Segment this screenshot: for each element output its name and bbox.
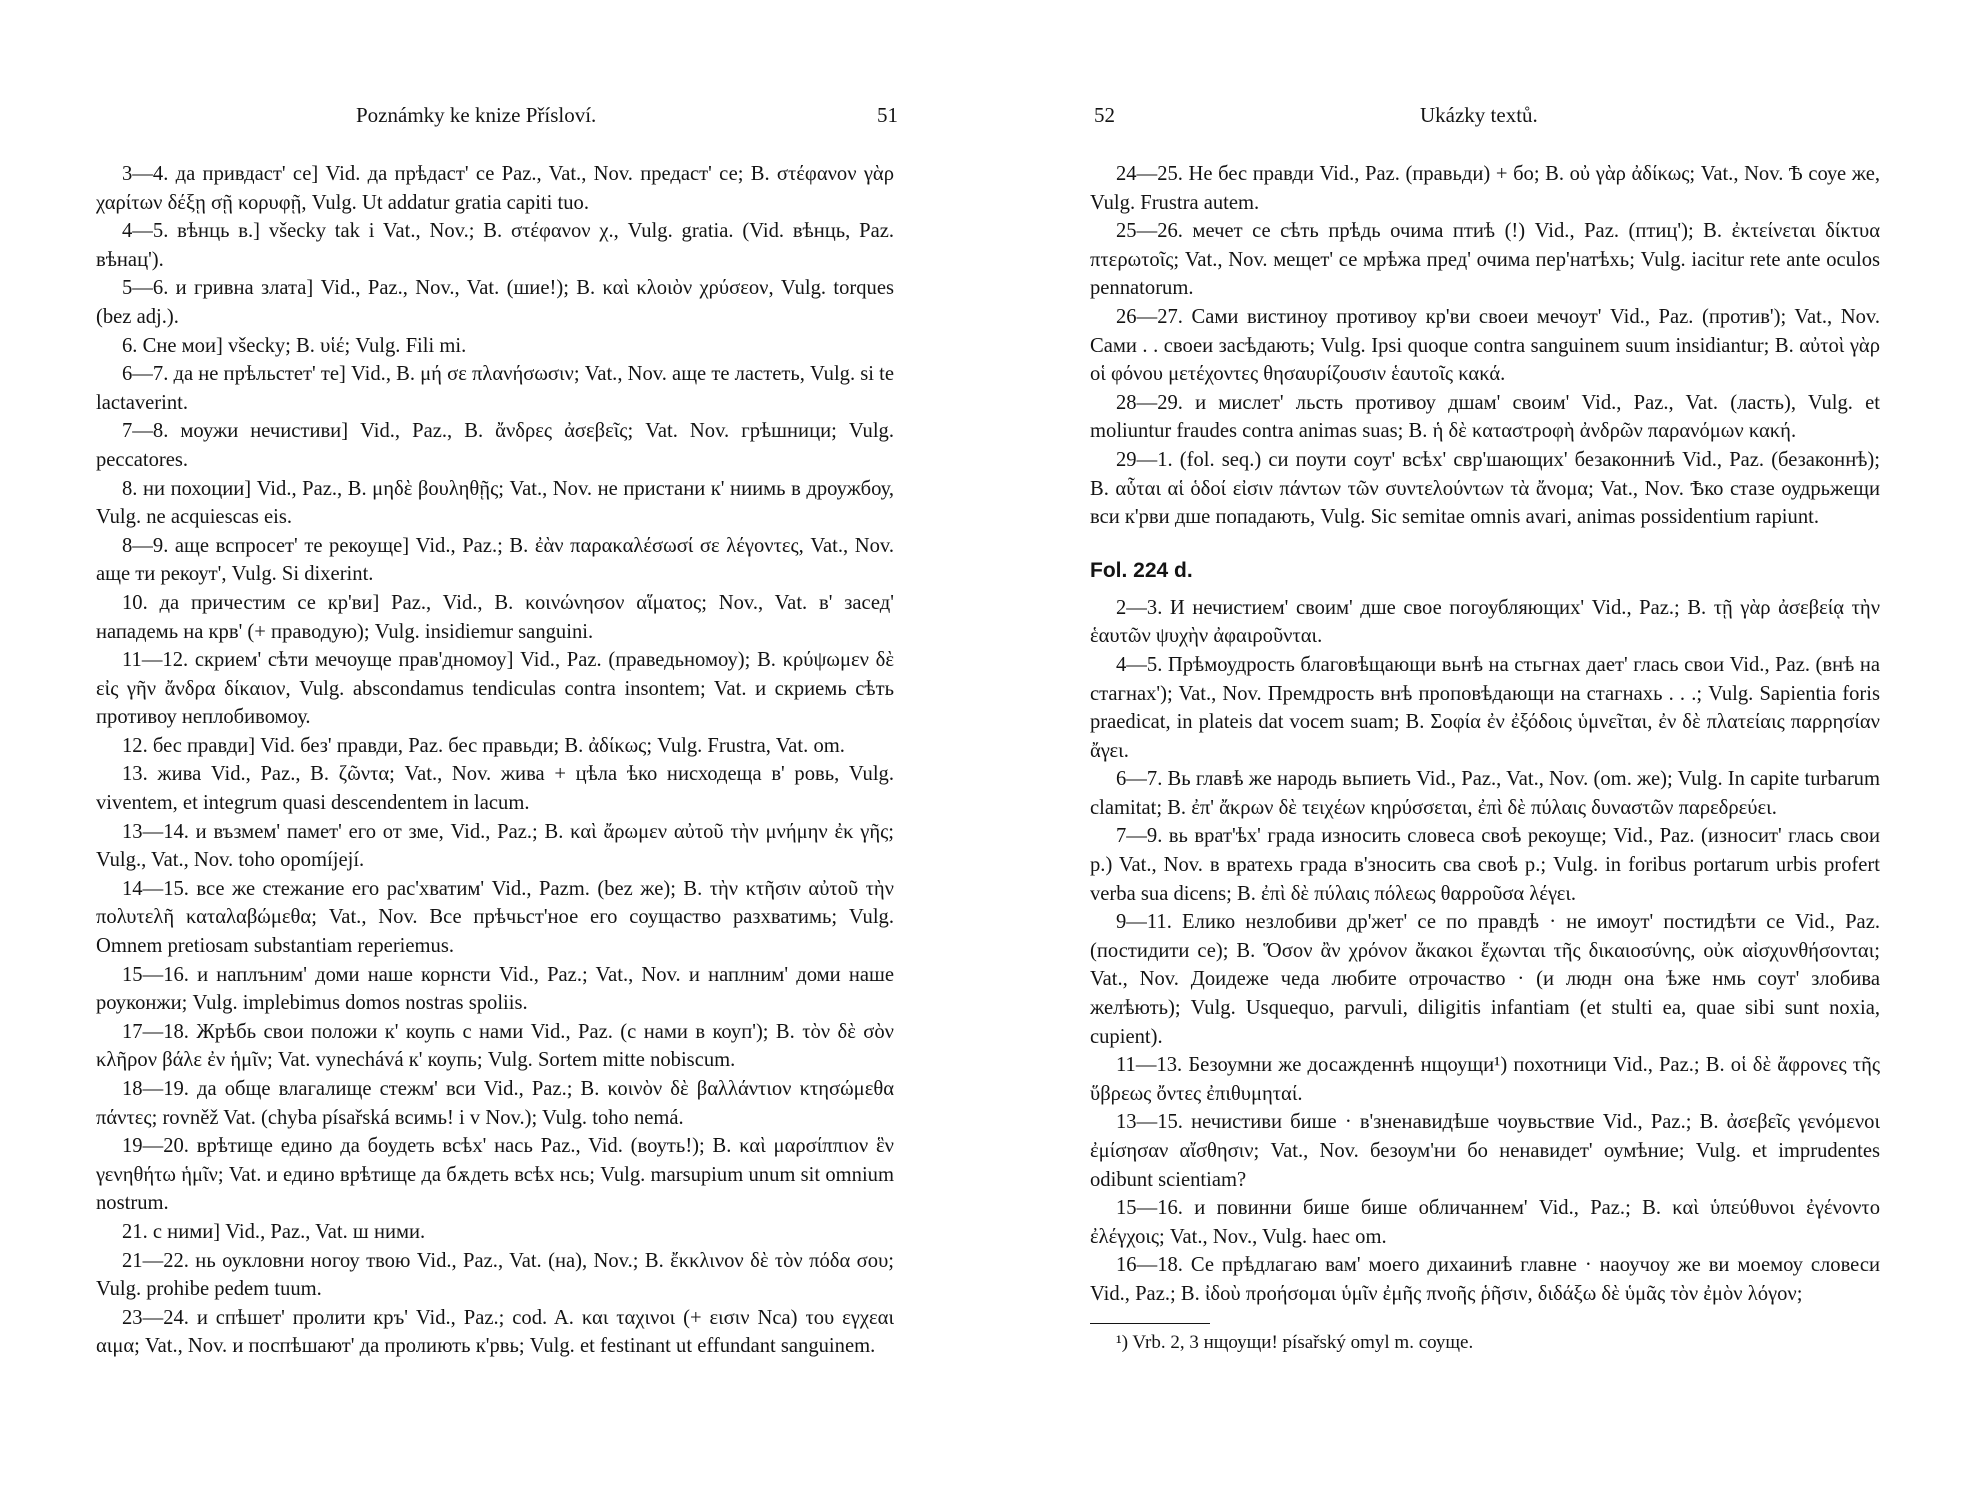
- note-entry: 7—9. вь врат'ѣх' града износить словеса своѣ рекоуще; Vid., Paz. (износит' глась свои р.) Vat., Nov. в вратехь града в'зносить сва своѣ р.; Vulg. in foribus portarum urbis profert verba sua dicens; B. ἐπὶ δὲ πύλαις πόλεως θαρροῦσα λέγει.: [1090, 825, 1880, 905]
- note-entry: 15—16. и наплъним' доми наше корнсти Vid., Paz.; Vat., Nov. и наплним' доми наше роуконжи; Vulg. implebimus domos nostras spoliis.: [96, 963, 894, 1015]
- right-page-body: [1090, 160, 1880, 1356]
- note-entry: 11—12. скрием' сѣти мечоуще прав'дномоу] Vid., Paz. (праведьномоу); B. κρύψωμεν δὲ εἰς γῆν ἄνδρα δίκαιον, Vulg. abscondamus tendiculas contra insontem; Vat. и скриемь сѣть противоу неплобивомоу.: [96, 649, 894, 729]
- note-entry: 21—22. нь оукловни ногоу твою Vid., Paz., Vat. (на), Nov.; B. ἔκκλινον δὲ τὸν πόδα σου; Vulg. prohibe pedem tuum.: [96, 1249, 894, 1301]
- folio-heading: Fol. 224 d.: [1090, 558, 1193, 582]
- note-entry: 24—25. Не бес правди Vid., Paz. (правьди) + бо; B. οὐ γὰρ ἀδίκως; Vat., Nov. Ѣ соуе же, Vulg. Frustra autem.: [1090, 163, 1880, 214]
- note-entry: 11—13. Безоумни же досажденнѣ нщоущи¹) похотници Vid., Paz.; B. οἱ δὲ ἄφρονες τῆς ὕβρεως ὄντες ἐπιθυμηταί.: [1090, 1054, 1880, 1105]
- note-entry: 23—24. и спѣшет' пролити кръ' Vid., Paz.; cod. A. και ταχινοι (+ εισιν Nca) του εγχεαι αιμα; Vat., Nov. и поспѣшают' да пролиють к'рвь; Vulg. et festinant ut effundant sanguinem.: [96, 1306, 894, 1358]
- note-entry: 8—9. аще вспросет' те рекоуще] Vid., Paz.; B. ἐὰν παρακαλέσωσί σε λέγοντες, Vat., Nov. аще ти рекоут', Vulg. Si dixerint.: [96, 534, 894, 586]
- note-entry: 19—20. врѣтище едино да боудеть всѣх' нась Paz., Vid. (воуть!); B. καὶ μαρσίππιον ἓν γενηθήτω ἡμῖν; Vat. и едино врѣтище да бѫдеть всѣх нсь; Vulg. marsupium unum sit omnium nostrum.: [96, 1135, 894, 1215]
- note-entry: 3—4. да привдаст' се] Vid. да прѣдаст' се Paz., Vat., Nov. предаст' се; B. στέφανον γὰρ χαρίτων δέξῃ σῇ κορυφῇ, Vulg. Ut addatur gratia capiti tuo.: [96, 163, 894, 214]
- note-entry: 7—8. моужи нечистиви] Vid., Paz., B. ἄνδρες ἀσεβεῖς; Vat. Nov. грѣшници; Vulg. peccatores.: [96, 420, 894, 471]
- note-entry: 9—11. Елико незлобиви др'жет' се по правдѣ · не имоут' постидѣти се Vid., Paz. (постидити се); B. Ὅσον ἂν χρόνον ἄκακοι ἔχωνται τῆς δικαιοσύνης, οὐκ αἰσχυνθήσονται; Vat., Nov. Доидеже чеда любите отрочаство · (и людн она ѣже нмь соут' злобива желѣють); Vulg. Usquequo, parvuli, diligitis infantiam (et stulti ea, quae sibi sunt noxia, cupient).: [1090, 911, 1880, 1048]
- left-page-body: [96, 160, 894, 1361]
- note-entry: 28—29. и мислет' льсть противоу дшам' своим' Vid., Paz., Vat. (ласть), Vulg. et moliuntur fraudes contra animas suas; B. ἡ δὲ καταστροφὴ ἀνδρῶν παρανόμων κακή.: [1090, 391, 1880, 443]
- note-entry: 26—27. Сами вистиноу противоу кр'ви своеи мечоут' Vid., Paz. (против'); Vat., Nov. Сами . . своеи засѣдають; Vulg. Ipsi quoque contra sanguinem suum insidiantur; B. αὐτοὶ γὰρ οἱ φόνου μετέχοντες θησαυρίζουσιν ἑαυτοῖς κακά.: [1090, 305, 1880, 386]
- note-entry: 29—1. (fol. seq.) си поути соут' всѣх' свр'шающих' безаконниѣ Vid., Paz. (безаконнѣ); B. αὗται αἱ ὁδοί εἰσιν πάντων τῶν συντελούντων τὰ ἄνομα; Vat., Nov. Ѣко стазе оудрьжещи вси к'рви дше попадають, Vulg. Sic semitae omnis avari, animas possidentium rapiunt.: [1090, 448, 1880, 529]
- note-entry: 6—7. Вь главѣ же народь вьпиеть Vid., Paz., Vat., Nov. (om. же); Vulg. In capite turbarum clamitat; B. ἐπ' ἄκρων δὲ τειχέων κηρύσσεται, ἐπὶ δὲ πύλαις δυναστῶν παρεδρεύει.: [1090, 768, 1880, 819]
- note-entry: 13—14. и възмем' памет' его от зме, Vid., Paz.; B. καὶ ἄρωμεν αὐτοῦ τὴν μνήμην ἐκ γῆς; Vulg., Vat., Nov. toho opomíjejí.: [96, 820, 894, 872]
- right-running-head: [1090, 100, 1880, 130]
- note-entry: 14—15. все же стежание его рас'хватим' Vid., Pazm. (bez же); B. τὴν κτῆσιν αὐτοῦ τὴν πολυτελῆ καταλαβώμεθα; Vat., Nov. Все прѣчьст'ное его соущаство разхватимь; Vulg. Omnem pretiosam substantiam reperiemus.: [96, 877, 894, 958]
- note-entry: 6—7. да не прѣльстет' те] Vid., B. μή σε πλανήσωσιν; Vat., Nov. аще те ластеть, Vulg. si te lactaverint.: [96, 363, 895, 414]
- note-entry: 13—15. нечистиви бише · в'зненавидѣше чоувьствие Vid., Paz.; B. ἀσεβεῖς γενόμενοι ἐμίσησαν αἴσθησιν; Vat., Nov. безоум'ни бо ненавидет' оумѣние; Vulg. et imprudentes odibunt scientiam?: [1090, 1111, 1880, 1191]
- note-entry: 16—18. Се прѣдлагаю вам' моего дихаиниѣ главне · наоучоу же ви моемоу словеси Vid., Paz.; B. ἰδοὺ προήσομαι ὑμῖν ἐμῆς πνοῆς ῥῆσιν, διδάξω δὲ ὑμᾶς τὸν ἐμὸν λόγον;: [1090, 1254, 1880, 1305]
- note-entry: 13. жива Vid., Paz., B. ζῶντα; Vat., Nov. жива + цѣла ѣко нисходеща в' ровь, Vulg. viventem, et integrum quasi descendentem in lacum.: [96, 763, 894, 815]
- note-entry: 18—19. да обще влагалище стежм' вси Vid., Paz.; B. κοινὸν δὲ βαλλάντιον κτησώμεθα πάντες; rovněž Vat. (chyba písařská всимь! i v Nov.); Vulg. toho nemá.: [96, 1078, 894, 1129]
- footnote: ¹) Vrb. 2, 3 нщоущи! písařský omyl m. соуще.: [1116, 1331, 1474, 1353]
- note-entry: 4—5. Прѣмоудрость благовѣщающи вьнѣ на стьгнах дает' глась свои Vid., Paz. (внѣ на стагнах'); Vat., Nov. Премдрость внѣ проповѣдающи на стагнахь . . .; Vulg. Sapientia foris praedicat, in plateis dat vocem suam; B. Σοφία ἐν ἐξόδοις ὑμνεῖται, ἐν δὲ πλατείαις παρρησίαν ἄγει.: [1090, 653, 1880, 762]
- note-entry: 10. да причестим се кр'ви] Paz., Vid., B. κοινώνησον αἵματος; Nov., Vat. в' засед' нападемь на крв' (+ праводую); Vulg. insidiemur sanguini.: [96, 591, 894, 643]
- footnote-rule: [1090, 1323, 1210, 1324]
- right-page-number: 52: [1094, 103, 1115, 127]
- note-entry: 17—18. Жрѣбь свои положи к' коупь с нами Vid., Paz. (с нами в коуп'); B. τὸν δὲ σὸν κλῆρον βάλε ἐν ἡμῖν; Vat. vynechává к' коупь; Vulg. Sortem mitte nobiscum.: [96, 1020, 894, 1072]
- note-entry: 12. бес правди] Vid. без' правди, Paz. бес правьди; B. ἀδίκως; Vulg. Frustra, Vat. om.: [122, 734, 845, 757]
- left-running-title: Poznámky ke knize Přísloví.: [356, 103, 597, 127]
- note-entry: 21. с ними] Vid., Paz., Vat. ш ними.: [122, 1220, 426, 1243]
- left-running-head: [96, 100, 902, 130]
- note-entry: 4—5. вѣнць в.] všecky tak i Vat., Nov.; B. στέφανον χ., Vulg. gratia. (Vid. вѣнць, Paz. вѣнац').: [96, 220, 894, 271]
- right-running-title: Ukázky textů.: [1420, 103, 1538, 127]
- right-page: [1090, 0, 1880, 1500]
- note-entry: 25—26. мечет се сѣть прѣдь очима птиѣ (!) Vid., Paz. (птиц'); B. ἐκτείνεται δίκτυα πτερωτοῖς; Vat., Nov. мещет' се мрѣжа пред' очима пер'натѣхь; Vulg. iacitur rete ante oculos pennatorum.: [1090, 220, 1880, 300]
- note-entry: 5—6. и гривна злата] Vid., Paz., Nov., Vat. (шие!); B. καὶ κλοιὸν χρύσεον, Vulg. torques (bez adj.).: [96, 277, 894, 328]
- note-entry: 2—3. И нечистием' своим' дше свое погоубляющих' Vid., Paz.; B. τῇ γὰρ ἀσεβείᾳ τὴν ἑαυτῶν ψυχὴν ἀφαιροῦνται.: [1090, 596, 1880, 648]
- left-page-number: 51: [877, 103, 898, 127]
- note-entry: 6. Сне мои] všecky; B. υἱέ; Vulg. Fili mi.: [122, 334, 467, 357]
- note-entry: 15—16. и повинни бише бише обличаннем' Vid., Paz.; B. καὶ ὑπεύθυνοι ἐγένοντο ἐλέγχοις; Vat., Nov., Vulg. haec om.: [1090, 1197, 1880, 1248]
- left-page: [96, 0, 902, 1500]
- note-entry: 8. ни похоции] Vid., Paz., B. μηδὲ βουληθῇς; Vat., Nov. не пристани к' ниимь в дроужбоу, Vulg. ne acquiescas eis.: [96, 477, 894, 529]
